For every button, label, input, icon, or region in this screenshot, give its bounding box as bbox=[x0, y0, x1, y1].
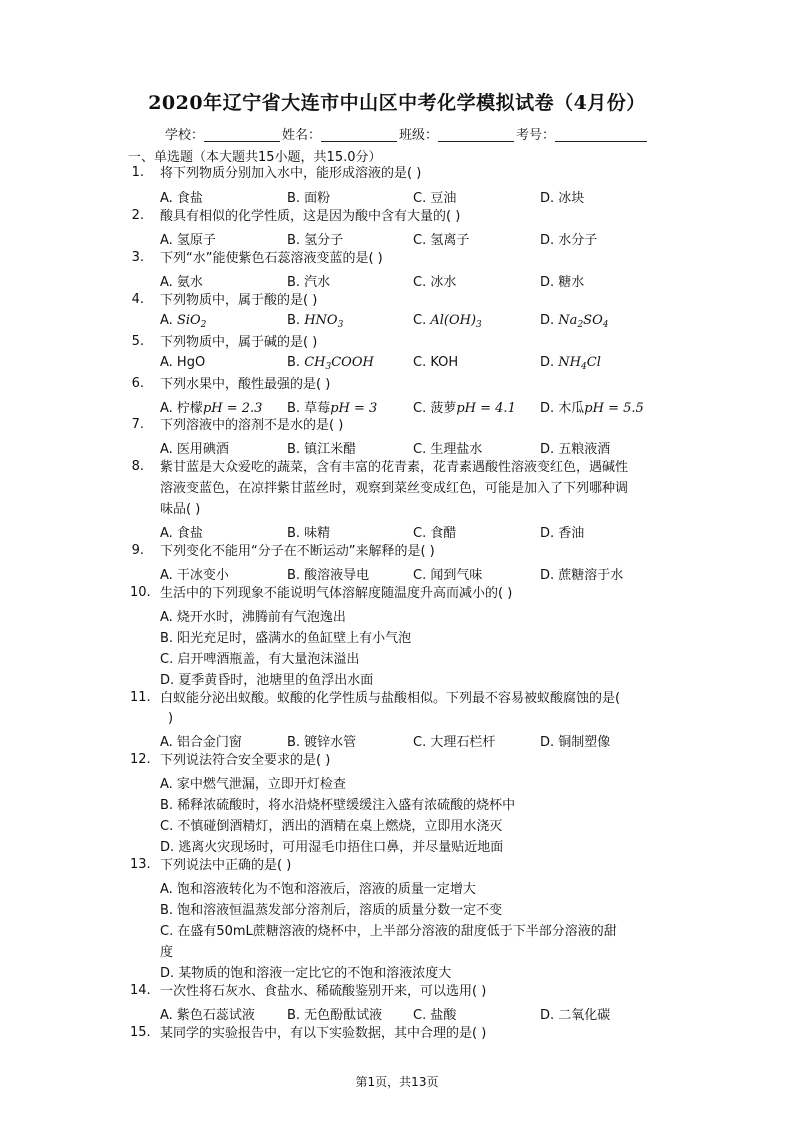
option: D. 铜制塑像 bbox=[540, 735, 611, 750]
formula bbox=[304, 313, 343, 328]
option bbox=[160, 313, 206, 328]
option: A. 氢原子 bbox=[160, 233, 216, 248]
question-number: 10. bbox=[130, 585, 151, 600]
option bbox=[287, 355, 374, 370]
formula-part: NH bbox=[558, 355, 582, 370]
option: C. 冰水 bbox=[413, 275, 457, 290]
option: B. 稀释浓硫酸时，将水沿烧杯壁缓缓注入盛有浓硫酸的烧杯中 bbox=[160, 798, 516, 813]
option-letter: D. bbox=[540, 313, 555, 328]
option: C. 生理盐水 bbox=[413, 442, 483, 457]
option: D. 逃离火灾现场时，可用湿毛巾捂住口鼻，并尽量贴近地面 bbox=[160, 840, 504, 855]
option: C. 豆油 bbox=[413, 191, 457, 206]
id-blank[interactable] bbox=[555, 127, 647, 142]
question-number: 14. bbox=[130, 983, 151, 998]
option: C. 闻到气味 bbox=[413, 568, 483, 583]
question-number: 6. bbox=[131, 376, 144, 391]
option: B. 饱和溶液恒温蒸发部分溶剂后，溶质的质量分数一定不变 bbox=[160, 903, 503, 918]
option: C. 在盛有50mL蔗糖溶液的烧杯中，上半部分溶液的甜度低于下半部分溶液的甜 bbox=[160, 924, 617, 939]
ph-value: pH = 2.3 bbox=[202, 401, 263, 416]
option-letter: B. bbox=[287, 355, 301, 370]
option: D. 二氧化碳 bbox=[540, 1008, 611, 1023]
formula-part: Na bbox=[558, 313, 578, 328]
option bbox=[287, 313, 343, 328]
option-letter: D. bbox=[540, 355, 555, 370]
option: D. 夏季黄昏时，池塘里的鱼浮出水面 bbox=[160, 673, 374, 688]
formula bbox=[430, 313, 481, 328]
option: C. 启开啤酒瓶盖，有大量泡沫溢出 bbox=[160, 652, 360, 667]
question-stem: 将下列物质分别加入水中，能形成溶液的是( ) bbox=[160, 166, 422, 181]
option: D. 蔗糖溶于水 bbox=[540, 568, 624, 583]
formula-subscript: 4 bbox=[602, 320, 609, 330]
question-stem: 紫甘蓝是大众爱吃的蔬菜，含有丰富的花青素，花青素遇酸性溶液变红色，遇碱性 bbox=[160, 460, 629, 475]
question-number: 8. bbox=[131, 459, 144, 474]
option bbox=[287, 397, 377, 416]
option: A. 铝合金门窗 bbox=[160, 735, 242, 750]
option: A. 食盐 bbox=[160, 526, 203, 541]
option: C. 大理石栏杆 bbox=[413, 735, 496, 750]
question-number: 9. bbox=[131, 543, 144, 558]
option: B. 无色酚酞试液 bbox=[287, 1008, 383, 1023]
question-number: 4. bbox=[131, 292, 144, 307]
formula-subscript: 3 bbox=[325, 362, 332, 372]
option: 度 bbox=[160, 945, 174, 960]
option: D. 某物质的饱和溶液一定比它的不饱和溶液浓度大 bbox=[160, 966, 452, 981]
option: A. 紫色石蕊试液 bbox=[160, 1008, 255, 1023]
school-label: 学校： bbox=[165, 128, 205, 143]
option: D. 糖水 bbox=[540, 275, 585, 290]
formula-subscript: 2 bbox=[577, 320, 584, 330]
option: C. KOH bbox=[413, 355, 459, 370]
section-heading: 一、单选题（本大题共15小题，共15.0分） bbox=[128, 150, 382, 165]
ph-value: pH = 5.5 bbox=[584, 401, 644, 416]
option: D. 冰块 bbox=[540, 191, 585, 206]
option: A. HgO bbox=[160, 355, 206, 370]
id-label: 考号： bbox=[516, 128, 556, 143]
option: B. 面粉 bbox=[287, 191, 331, 206]
formula-subscript: 3 bbox=[476, 320, 482, 330]
option-text: A. 柠檬 bbox=[160, 401, 203, 416]
question-stem: 味品( ) bbox=[160, 502, 201, 517]
option: D. 五粮液酒 bbox=[540, 442, 611, 457]
option bbox=[540, 397, 644, 416]
option bbox=[413, 313, 482, 328]
question-number: 1. bbox=[131, 165, 144, 180]
formula bbox=[558, 355, 601, 370]
name-label: 姓名： bbox=[282, 128, 322, 143]
question-number: 7. bbox=[131, 417, 144, 432]
question-stem: 溶液变蓝色，在凉拌紫甘蓝丝时，观察到菜丝变成红色，可能是加入了下列哪种调 bbox=[160, 481, 629, 496]
option-text: B. 草莓 bbox=[287, 401, 331, 416]
question-stem: 某同学的实验报告中，有以下实验数据，其中合理的是( ) bbox=[160, 1026, 487, 1041]
question-stem: 白蚁能分泌出蚁酸。蚁酸的化学性质与盐酸相似。下列最不容易被蚁酸腐蚀的是( bbox=[160, 691, 621, 706]
question-number: 2. bbox=[131, 208, 144, 223]
formula-part: COOH bbox=[331, 355, 374, 370]
formula-part: Al(OH) bbox=[430, 313, 477, 328]
ph-value: pH = 3 bbox=[330, 401, 378, 416]
student-info-line bbox=[165, 124, 649, 143]
formula-part: CH bbox=[304, 355, 326, 370]
formula bbox=[558, 313, 608, 328]
option: A. 医用碘酒 bbox=[160, 442, 229, 457]
formula bbox=[304, 355, 374, 370]
option-text: D. 木瓜 bbox=[540, 401, 585, 416]
name-blank[interactable] bbox=[321, 127, 397, 142]
formula-part: SO bbox=[583, 313, 603, 328]
class-label: 班级： bbox=[399, 128, 439, 143]
question-stem: 酸具有相似的化学性质，这是因为酸中含有大量的( ) bbox=[160, 209, 461, 224]
option: B. 汽水 bbox=[287, 275, 331, 290]
option: C. 食醋 bbox=[413, 526, 457, 541]
option: A. 干冰变小 bbox=[160, 568, 229, 583]
option: C. 不慎碰倒酒精灯，洒出的酒精在桌上燃烧，立即用水浇灭 bbox=[160, 819, 503, 834]
question-number: 3. bbox=[131, 250, 144, 265]
question-stem: 下列变化不能用“分子在不断运动”来解释的是( ) bbox=[160, 544, 435, 559]
option: B. 氢分子 bbox=[287, 233, 344, 248]
class-blank[interactable] bbox=[438, 127, 514, 142]
formula-part: Cl bbox=[586, 355, 601, 370]
option: A. 家中燃气泄漏，立即开灯检查 bbox=[160, 777, 346, 792]
option: B. 镇江米醋 bbox=[287, 442, 357, 457]
school-blank[interactable] bbox=[204, 127, 280, 142]
question-number: 15. bbox=[130, 1025, 151, 1040]
option: A. 饱和溶液转化为不饱和溶液后，溶液的质量一定增大 bbox=[160, 882, 476, 897]
option bbox=[540, 355, 601, 370]
question-number: 5. bbox=[131, 334, 144, 349]
formula-subscript: 4 bbox=[581, 362, 587, 372]
question-stem: ) bbox=[168, 711, 174, 726]
question-stem: 下列说法符合安全要求的是( ) bbox=[160, 753, 331, 768]
formula-subscript: 3 bbox=[337, 320, 344, 330]
question-number: 13. bbox=[130, 857, 151, 872]
question-stem: 下列说法中正确的是( ) bbox=[160, 858, 292, 873]
option: B. 阳光充足时，盛满水的鱼缸壁上有小气泡 bbox=[160, 631, 412, 646]
option: D. 香油 bbox=[540, 526, 585, 541]
option-letter: B. bbox=[287, 313, 301, 328]
question-stem: 下列物质中，属于酸的是( ) bbox=[160, 293, 318, 308]
option: B. 镀锌水管 bbox=[287, 735, 357, 750]
question-stem: 下列溶液中的溶剂不是水的是( ) bbox=[160, 418, 344, 433]
option: C. 盐酸 bbox=[413, 1008, 457, 1023]
question-stem: 下列物质中，属于碱的是( ) bbox=[160, 335, 318, 350]
question-stem: 一次性将石灰水、食盐水、稀硫酸鉴别开来，可以选用( ) bbox=[160, 984, 487, 999]
question-stem: 下列“水”能使紫色石蕊溶液变蓝的是( ) bbox=[160, 251, 383, 266]
option: B. 味精 bbox=[287, 526, 331, 541]
formula-subscript: 2 bbox=[200, 320, 207, 330]
option-text: C. 菠萝 bbox=[413, 401, 457, 416]
option-letter: A. bbox=[160, 313, 173, 328]
question-number: 12. bbox=[130, 752, 151, 767]
formula-part: HNO bbox=[304, 313, 338, 328]
option bbox=[413, 397, 516, 416]
option: A. 食盐 bbox=[160, 191, 203, 206]
option bbox=[160, 397, 262, 416]
option: A. 氨水 bbox=[160, 275, 203, 290]
ph-value: pH = 4.1 bbox=[456, 401, 516, 416]
page-footer: 第1页，共13页 bbox=[355, 1075, 439, 1089]
option: A. 烧开水时，沸腾前有气泡逸出 bbox=[160, 610, 346, 625]
option bbox=[540, 313, 608, 328]
page-title: 2020年辽宁省大连市中山区中考化学模拟试卷（4月份） bbox=[148, 92, 646, 114]
option: B. 酸溶液导电 bbox=[287, 568, 370, 583]
question-number: 11. bbox=[130, 690, 151, 705]
option: C. 氢离子 bbox=[413, 233, 470, 248]
question-stem: 下列水果中，酸性最强的是( ) bbox=[160, 377, 331, 392]
option-letter: C. bbox=[413, 313, 427, 328]
question-stem: 生活中的下列现象不能说明气体溶解度随温度升高而减小的( ) bbox=[160, 586, 513, 601]
option: D. 水分子 bbox=[540, 233, 598, 248]
formula bbox=[177, 313, 206, 328]
formula-part: SiO bbox=[176, 313, 201, 328]
